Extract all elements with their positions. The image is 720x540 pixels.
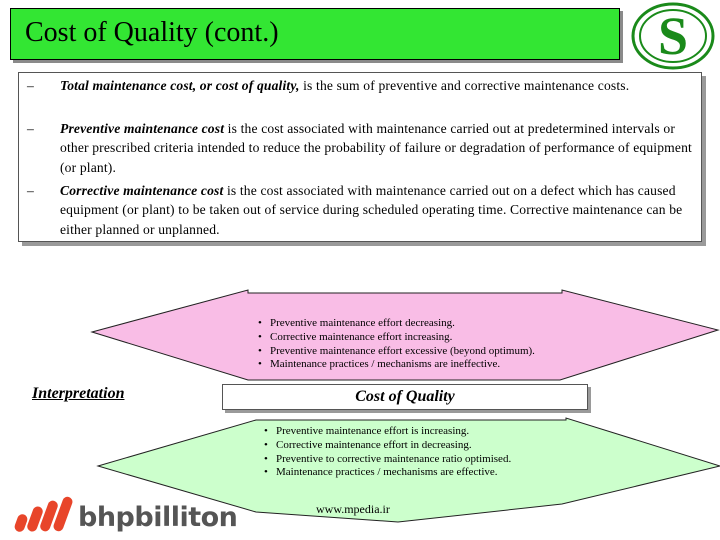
definition-body: is the sum of preventive and corrective maintenance costs. xyxy=(299,78,630,93)
bhp-brand-text: bhpbilliton xyxy=(78,502,238,533)
list-item: • Maintenance practices / mechanisms are ineffective. xyxy=(258,358,535,372)
dash-bullet: – xyxy=(27,183,34,198)
list-item: • Corrective maintenance effort increasing. xyxy=(258,331,535,345)
dash-bullet: – xyxy=(27,121,34,136)
list-item: • Preventive maintenance effort decreasing. xyxy=(258,317,535,331)
cost-of-quality-box xyxy=(222,384,588,410)
footer-url: www.mpedia.ir xyxy=(316,502,390,516)
definition-term: Corrective maintenance cost xyxy=(60,183,224,198)
list-item: • Maintenance practices / mechanisms are effective. xyxy=(264,466,511,480)
logo-s-glyph: S xyxy=(657,6,689,66)
dash-bullet: – xyxy=(27,78,34,93)
list-item: • Preventive maintenance effort excessive (beyond optimum). xyxy=(258,345,535,359)
definition-term: Total maintenance cost, or cost of quality, xyxy=(60,78,300,93)
list-item: • Preventive to corrective maintenance ratio optimised. xyxy=(264,453,511,467)
interpretation-label: Interpretation xyxy=(32,385,125,402)
definition-body: is the cost associated with maintenance carried out on a defect which has caused equipment (or plant) to be taken out of service during scheduled operating time. Corrective maintenance can be either planned or unplanned. xyxy=(60,183,683,237)
bottom-arrow-bullets xyxy=(264,425,511,480)
definition-body: is the cost associated with maintenance carried out at predetermined intervals or other prescribed criteria intended to reduce the probability of failure or degradation of performance of equipment (or plant). xyxy=(60,121,692,175)
slide-title: Cost of Quality (cont.) xyxy=(25,17,279,48)
definition-term: Preventive maintenance cost xyxy=(60,121,225,136)
cost-of-quality-label: Cost of Quality xyxy=(355,388,455,405)
list-item: • Corrective maintenance effort in decreasing. xyxy=(264,439,511,453)
top-arrow-bullets xyxy=(258,317,535,372)
list-item: • Preventive maintenance effort is increasing. xyxy=(264,425,511,439)
